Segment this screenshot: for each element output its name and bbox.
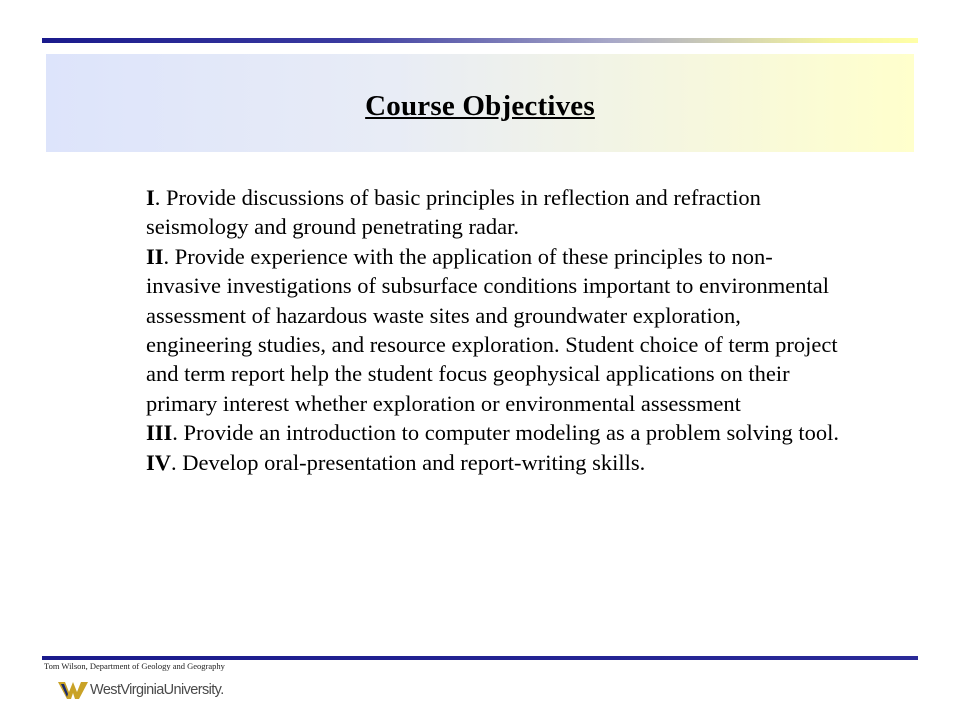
- footer-credit: Tom Wilson, Department of Geology and Geography: [44, 661, 225, 671]
- university-logo: [58, 677, 224, 703]
- objective-item: [146, 242, 846, 418]
- objective-numeral: II: [146, 243, 164, 269]
- objective-item: [146, 418, 846, 447]
- objective-numeral: IV: [146, 449, 172, 475]
- logo-wordmark: WestVirginiaUniversity.: [90, 682, 224, 698]
- objective-text: . Provide discussions of basic principles in reflection and refraction seismology and ground penetrating radar.: [146, 185, 761, 240]
- objective-text: . Provide an introduction to computer modeling as a problem solving tool.: [172, 420, 840, 446]
- objective-item: [146, 448, 846, 477]
- objective-numeral: III: [146, 420, 173, 446]
- objective-text: . Provide experience with the application of these principles to non-invasive investigations of subsurface conditions important to environmental assessment of hazardous waste sites and groundwater exploration, engineering studies, and resource exploration. Student choice of term project and term report help the student focus geophysical applications on their primary interest whether exploration or environmental assessment: [146, 243, 838, 416]
- title-band: [46, 54, 914, 152]
- wvu-flying-wv-icon: [58, 679, 88, 701]
- objective-numeral: I: [146, 185, 155, 210]
- objectives-list: [146, 183, 846, 477]
- objective-item: [146, 183, 846, 242]
- slide-title: Course Objectives: [365, 90, 595, 122]
- top-divider: [42, 38, 918, 43]
- objective-text: . Develop oral-presentation and report-writing skills.: [171, 449, 646, 475]
- bottom-divider: [42, 656, 918, 660]
